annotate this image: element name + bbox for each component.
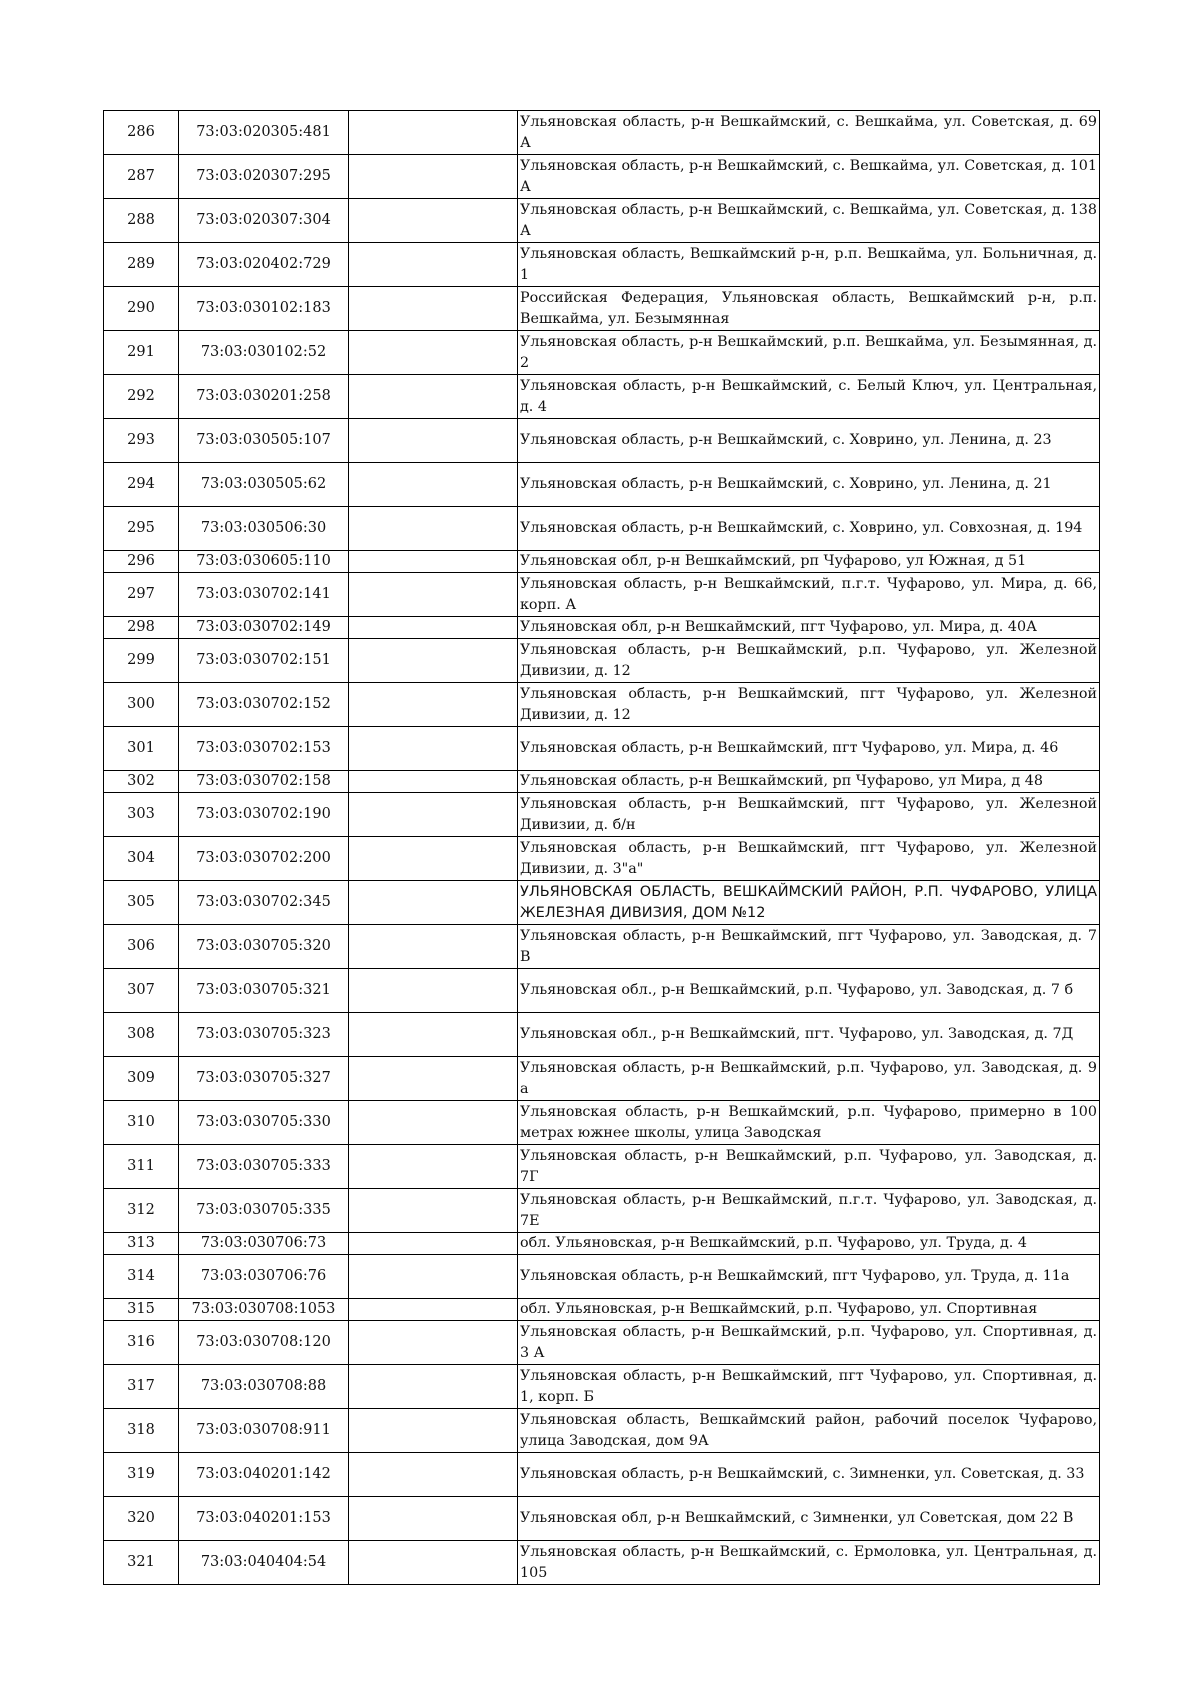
cadastral-number: 73:03:030506:30: [179, 507, 349, 551]
empty-cell: [349, 1233, 518, 1255]
address-cell: Ульяновская область, Вешкаймский район, рабочий поселок Чуфарово, улица Заводская, дом 9А: [518, 1409, 1100, 1453]
cadastral-number: 73:03:020305:481: [179, 111, 349, 155]
empty-cell: [349, 551, 518, 573]
address-cell: Ульяновская область, р-н Вешкаймский, пгт Чуфарово, ул. Труда, д. 11а: [518, 1255, 1100, 1299]
cadastral-number: 73:03:020307:295: [179, 155, 349, 199]
cadastral-number: 73:03:030102:52: [179, 331, 349, 375]
table-row: [104, 617, 1100, 639]
table-row: [104, 793, 1100, 837]
table-row: [104, 969, 1100, 1013]
row-number: 306: [104, 925, 179, 969]
address-cell: Ульяновская область, р-н Вешкаймский, п.г.т. Чуфарово, ул. Заводская, д. 7Е: [518, 1189, 1100, 1233]
empty-cell: [349, 969, 518, 1013]
address-cell: Ульяновская область, р-н Вешкаймский, с. Ховрино, ул. Совхозная, д. 194: [518, 507, 1100, 551]
table-row: [104, 419, 1100, 463]
address-cell: УЛЬЯНОВСКАЯ ОБЛАСТЬ, ВЕШКАЙМСКИЙ РАЙОН, Р.П. ЧУФАРОВО, УЛИЦА ЖЕЛЕЗНАЯ ДИВИЗИЯ, ДОМ №12: [518, 881, 1100, 925]
address-cell: Ульяновская область, р-н Вешкаймский, с. Зимненки, ул. Советская, д. 33: [518, 1453, 1100, 1497]
row-number: 289: [104, 243, 179, 287]
address-cell: Ульяновская область, р-н Вешкаймский, р.п. Вешкайма, ул. Безымянная, д. 2: [518, 331, 1100, 375]
empty-cell: [349, 1541, 518, 1585]
table-row: [104, 1101, 1100, 1145]
cadastral-number: 73:03:030705:335: [179, 1189, 349, 1233]
cadastral-number: 73:03:030705:333: [179, 1145, 349, 1189]
address-cell: Ульяновская область, р-н Вешкаймский, пгт Чуфарово, ул. Заводская, д. 7 В: [518, 925, 1100, 969]
table-row: [104, 551, 1100, 573]
row-number: 319: [104, 1453, 179, 1497]
empty-cell: [349, 881, 518, 925]
empty-cell: [349, 1189, 518, 1233]
empty-cell: [349, 155, 518, 199]
row-number: 286: [104, 111, 179, 155]
address-cell: Ульяновская обл, р-н Вешкаймский, с Зимненки, ул Советская, дом 22 В: [518, 1497, 1100, 1541]
table-row: [104, 199, 1100, 243]
cadastral-number: 73:03:040201:153: [179, 1497, 349, 1541]
empty-cell: [349, 1299, 518, 1321]
table-row: [104, 1255, 1100, 1299]
row-number: 313: [104, 1233, 179, 1255]
table-row: [104, 837, 1100, 881]
table-row: [104, 1321, 1100, 1365]
table-row: [104, 727, 1100, 771]
table-row: [104, 155, 1100, 199]
row-number: 301: [104, 727, 179, 771]
table-row: [104, 1233, 1100, 1255]
empty-cell: [349, 1497, 518, 1541]
empty-cell: [349, 111, 518, 155]
address-cell: обл. Ульяновская, р-н Вешкаймский, р.п. Чуфарово, ул. Труда, д. 4: [518, 1233, 1100, 1255]
cadastral-number: 73:03:020307:304: [179, 199, 349, 243]
row-number: 311: [104, 1145, 179, 1189]
row-number: 298: [104, 617, 179, 639]
row-number: 309: [104, 1057, 179, 1101]
empty-cell: [349, 419, 518, 463]
empty-cell: [349, 639, 518, 683]
row-number: 317: [104, 1365, 179, 1409]
table-row: [104, 925, 1100, 969]
row-number: 296: [104, 551, 179, 573]
table-row: [104, 507, 1100, 551]
address-cell: Ульяновская обл., р-н Вешкаймский, пгт. Чуфарово, ул. Заводская, д. 7Д: [518, 1013, 1100, 1057]
table-row: [104, 1365, 1100, 1409]
empty-cell: [349, 1453, 518, 1497]
cadastral-number: 73:03:030605:110: [179, 551, 349, 573]
table-row: [104, 881, 1100, 925]
address-cell: Ульяновская область, р-н Вешкаймский, пгт Чуфарово, ул. Железной Дивизии, д. 3"а": [518, 837, 1100, 881]
address-cell: обл. Ульяновская, р-н Вешкаймский, р.п. Чуфарово, ул. Спортивная: [518, 1299, 1100, 1321]
row-number: 288: [104, 199, 179, 243]
row-number: 303: [104, 793, 179, 837]
empty-cell: [349, 1365, 518, 1409]
cadastral-number: 73:03:030201:258: [179, 375, 349, 419]
empty-cell: [349, 507, 518, 551]
table-row: [104, 1453, 1100, 1497]
cadastral-number: 73:03:030705:327: [179, 1057, 349, 1101]
row-number: 310: [104, 1101, 179, 1145]
address-cell: Ульяновская область, р-н Вешкаймский, пгт Чуфарово, ул. Мира, д. 46: [518, 727, 1100, 771]
empty-cell: [349, 1321, 518, 1365]
table-row: [104, 375, 1100, 419]
cadastral-number: 73:03:030706:73: [179, 1233, 349, 1255]
table-row: [104, 331, 1100, 375]
address-cell: Ульяновская область, р-н Вешкаймский, с. Ермоловка, ул. Центральная, д. 105: [518, 1541, 1100, 1585]
empty-cell: [349, 727, 518, 771]
empty-cell: [349, 573, 518, 617]
row-number: 316: [104, 1321, 179, 1365]
table-row: [104, 1299, 1100, 1321]
empty-cell: [349, 1057, 518, 1101]
cadastral-number: 73:03:030705:323: [179, 1013, 349, 1057]
address-cell: Ульяновская область, р-н Вешкаймский, с. Ховрино, ул. Ленина, д. 21: [518, 463, 1100, 507]
table-row: [104, 1013, 1100, 1057]
cadastral-number: 73:03:030708:120: [179, 1321, 349, 1365]
row-number: 321: [104, 1541, 179, 1585]
cadastral-number: 73:03:030705:330: [179, 1101, 349, 1145]
row-number: 320: [104, 1497, 179, 1541]
address-cell: Ульяновская область, р-н Вешкаймский, р.п. Чуфарово, ул. Заводская, д. 9 а: [518, 1057, 1100, 1101]
table-row: [104, 573, 1100, 617]
table-row: [104, 111, 1100, 155]
row-number: 292: [104, 375, 179, 419]
cadastral-number: 73:03:030702:151: [179, 639, 349, 683]
row-number: 295: [104, 507, 179, 551]
empty-cell: [349, 925, 518, 969]
row-number: 293: [104, 419, 179, 463]
cadastral-number: 73:03:030702:153: [179, 727, 349, 771]
address-cell: Ульяновская область, р-н Вешкаймский, пгт Чуфарово, ул. Железной Дивизии, д. 12: [518, 683, 1100, 727]
address-cell: Ульяновская область, р-н Вешкаймский, пгт Чуфарово, ул. Железной Дивизии, д. б/н: [518, 793, 1100, 837]
cadastral-number: 73:03:030708:1053: [179, 1299, 349, 1321]
address-cell: Ульяновская область, р-н Вешкаймский, рп Чуфарово, ул Мира, д 48: [518, 771, 1100, 793]
empty-cell: [349, 1145, 518, 1189]
address-cell: Ульяновская обл, р-н Вешкаймский, рп Чуфарово, ул Южная, д 51: [518, 551, 1100, 573]
cadastral-number: 73:03:030708:911: [179, 1409, 349, 1453]
row-number: 290: [104, 287, 179, 331]
empty-cell: [349, 1255, 518, 1299]
address-cell: Ульяновская обл, р-н Вешкаймский, пгт Чуфарово, ул. Мира, д. 40А: [518, 617, 1100, 639]
address-cell: Ульяновская область, р-н Вешкаймский, с. Ховрино, ул. Ленина, д. 23: [518, 419, 1100, 463]
address-cell: Российская Федерация, Ульяновская область, Вешкаймский р-н, р.п. Вешкайма, ул. Безымянная: [518, 287, 1100, 331]
cadastral-number: 73:03:040201:142: [179, 1453, 349, 1497]
cadastral-number: 73:03:030102:183: [179, 287, 349, 331]
table-row: [104, 287, 1100, 331]
table-row: [104, 243, 1100, 287]
cadastral-number: 73:03:030505:62: [179, 463, 349, 507]
empty-cell: [349, 683, 518, 727]
registry-body: [104, 111, 1100, 1585]
table-row: [104, 1541, 1100, 1585]
row-number: 308: [104, 1013, 179, 1057]
cadastral-number: 73:03:030708:88: [179, 1365, 349, 1409]
row-number: 314: [104, 1255, 179, 1299]
address-cell: Ульяновская область, р-н Вешкаймский, р.п. Чуфарово, ул. Спортивная, д. 3 А: [518, 1321, 1100, 1365]
row-number: 287: [104, 155, 179, 199]
address-cell: Ульяновская область, р-н Вешкаймский, с. Вешкайма, ул. Советская, д. 101 А: [518, 155, 1100, 199]
row-number: 304: [104, 837, 179, 881]
address-cell: Ульяновская область, р-н Вешкаймский, с. Белый Ключ, ул. Центральная, д. 4: [518, 375, 1100, 419]
table-row: [104, 683, 1100, 727]
cadastral-number: 73:03:030702:152: [179, 683, 349, 727]
table-row: [104, 639, 1100, 683]
row-number: 305: [104, 881, 179, 925]
empty-cell: [349, 463, 518, 507]
empty-cell: [349, 771, 518, 793]
row-number: 312: [104, 1189, 179, 1233]
cadastral-number: 73:03:030702:141: [179, 573, 349, 617]
empty-cell: [349, 375, 518, 419]
cadastral-number: 73:03:030702:158: [179, 771, 349, 793]
cadastral-number: 73:03:030702:190: [179, 793, 349, 837]
cadastral-number: 73:03:030505:107: [179, 419, 349, 463]
empty-cell: [349, 837, 518, 881]
address-cell: Ульяновская область, р-н Вешкаймский, п.г.т. Чуфарово, ул. Мира, д. 66, корп. А: [518, 573, 1100, 617]
row-number: 300: [104, 683, 179, 727]
cadastral-number: 73:03:030705:320: [179, 925, 349, 969]
empty-cell: [349, 243, 518, 287]
cadastral-number: 73:03:040404:54: [179, 1541, 349, 1585]
empty-cell: [349, 793, 518, 837]
cadastral-number: 73:03:030702:200: [179, 837, 349, 881]
table-row: [104, 771, 1100, 793]
row-number: 318: [104, 1409, 179, 1453]
cadastral-number: 73:03:020402:729: [179, 243, 349, 287]
table-row: [104, 463, 1100, 507]
address-cell: Ульяновская область, р-н Вешкаймский, с. Вешкайма, ул. Советская, д. 69 А: [518, 111, 1100, 155]
table-row: [104, 1189, 1100, 1233]
empty-cell: [349, 199, 518, 243]
cadastral-number: 73:03:030702:149: [179, 617, 349, 639]
address-cell: Ульяновская обл., р-н Вешкаймский, р.п. Чуфарово, ул. Заводская, д. 7 б: [518, 969, 1100, 1013]
row-number: 294: [104, 463, 179, 507]
table-row: [104, 1497, 1100, 1541]
row-number: 297: [104, 573, 179, 617]
address-cell: Ульяновская область, р-н Вешкаймский, с. Вешкайма, ул. Советская, д. 138 А: [518, 199, 1100, 243]
row-number: 299: [104, 639, 179, 683]
property-registry-table: [103, 110, 1100, 1585]
address-cell: Ульяновская область, р-н Вешкаймский, р.п. Чуфарово, ул. Железной Дивизии, д. 12: [518, 639, 1100, 683]
empty-cell: [349, 1101, 518, 1145]
table-row: [104, 1145, 1100, 1189]
empty-cell: [349, 331, 518, 375]
address-cell: Ульяновская область, р-н Вешкаймский, р.п. Чуфарово, ул. Заводская, д. 7Г: [518, 1145, 1100, 1189]
empty-cell: [349, 287, 518, 331]
cadastral-number: 73:03:030705:321: [179, 969, 349, 1013]
empty-cell: [349, 1409, 518, 1453]
table-row: [104, 1057, 1100, 1101]
row-number: 302: [104, 771, 179, 793]
row-number: 307: [104, 969, 179, 1013]
row-number: 315: [104, 1299, 179, 1321]
address-cell: Ульяновская область, р-н Вешкаймский, пгт Чуфарово, ул. Спортивная, д. 1, корп. Б: [518, 1365, 1100, 1409]
address-cell: Ульяновская область, р-н Вешкаймский, р.п. Чуфарово, примерно в 100 метрах южнее школы, улица Заводская: [518, 1101, 1100, 1145]
table-row: [104, 1409, 1100, 1453]
empty-cell: [349, 617, 518, 639]
cadastral-number: 73:03:030706:76: [179, 1255, 349, 1299]
row-number: 291: [104, 331, 179, 375]
cadastral-number: 73:03:030702:345: [179, 881, 349, 925]
address-cell: Ульяновская область, Вешкаймский р-н, р.п. Вешкайма, ул. Больничная, д. 1: [518, 243, 1100, 287]
empty-cell: [349, 1013, 518, 1057]
